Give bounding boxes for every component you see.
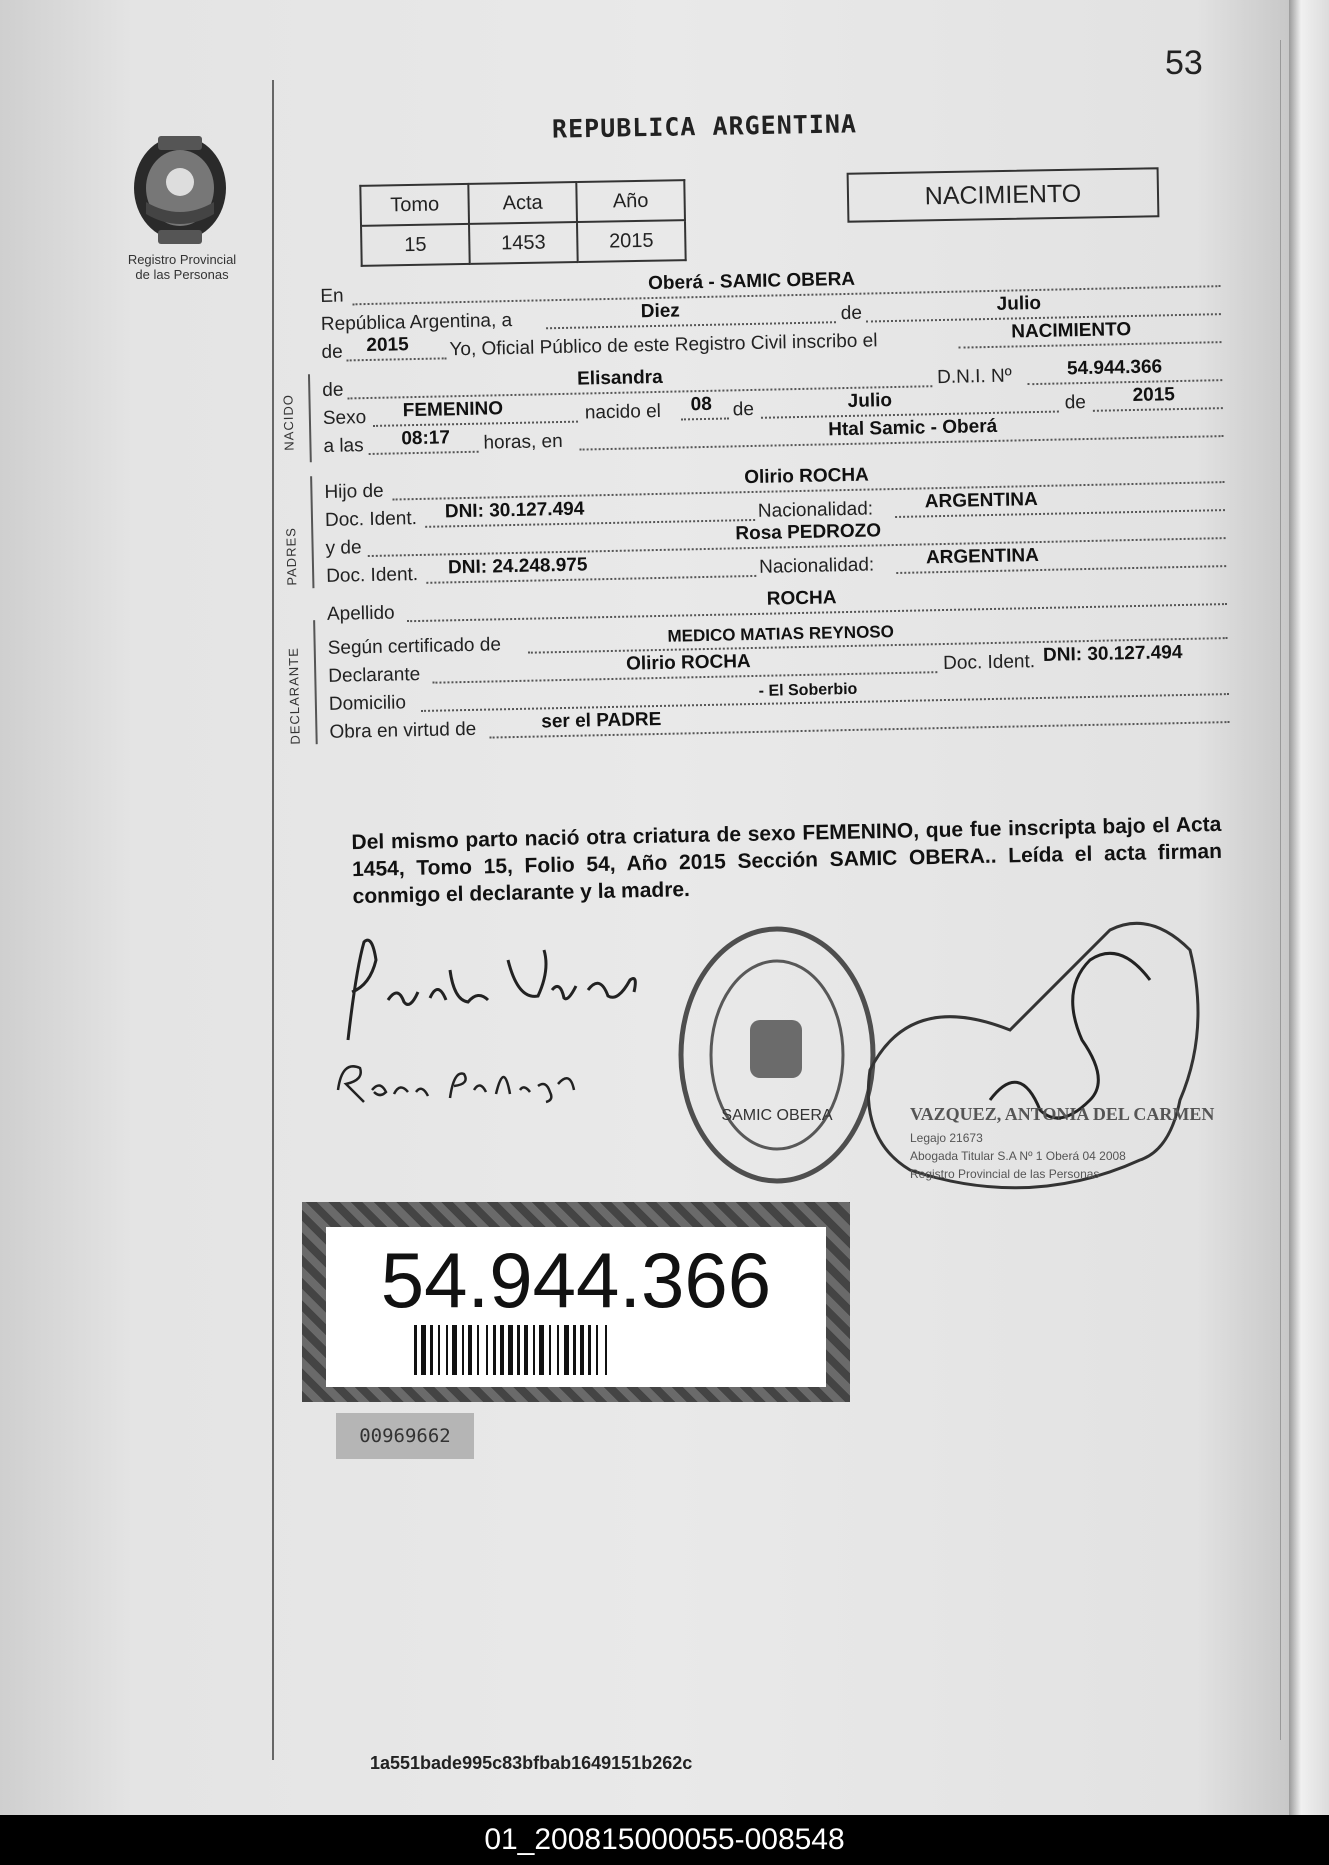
caption-line-1: Registro Provincial: [127, 252, 237, 267]
value-mother: Rosa PEDROZO: [735, 520, 882, 545]
value-father: Olirio ROCHA: [744, 464, 869, 489]
barcode-bar: [452, 1325, 457, 1375]
stamp-line-4: Registro Provincial de las Personas: [910, 1167, 1100, 1181]
barcode-label: [326, 1227, 826, 1387]
barcode-number: 54.944.366: [380, 1236, 772, 1324]
header-anio: Año: [576, 180, 685, 222]
value-declarant: Olirio ROCHA: [625, 651, 751, 675]
declarant-signature: [338, 930, 668, 1050]
label-nacionalidad: Nacionalidad:: [757, 498, 874, 522]
barcode-bar: [588, 1325, 591, 1375]
value-dni: 54.944.366: [1066, 356, 1163, 380]
file-footer: 01_200815000055-008548: [484, 1823, 845, 1856]
header-tomo: Tomo: [360, 184, 469, 226]
barcode-bar: [500, 1325, 504, 1375]
stamp-line-2: Legajo 21673: [910, 1131, 983, 1145]
label-doc: Doc. Ident.: [324, 508, 418, 531]
value-year: 2015: [366, 334, 409, 357]
stamp-line-3: Abogada Titular S.A Nº 1 Oberá 04 2008: [910, 1149, 1126, 1163]
record-table: [359, 179, 686, 267]
dotted-line: [959, 341, 1222, 349]
dotted-line: [369, 451, 479, 455]
label-horas: horas, en: [483, 430, 563, 454]
label-obra: Obra en virtud de: [329, 718, 477, 743]
barcode-bars: [414, 1325, 744, 1375]
label-declarante: Declarante: [328, 663, 421, 687]
right-margin-line: [1280, 40, 1281, 1740]
label-alas: a las: [323, 435, 364, 457]
barcode-bar: [468, 1325, 472, 1375]
value-hour: 08:17: [401, 427, 451, 450]
label-certificado: Según certificado de: [327, 634, 502, 659]
label-hijo: Hijo de: [324, 480, 384, 503]
value-certificate: MEDICO MATIAS REYNOSO: [667, 622, 895, 646]
value-sex: FEMENINO: [402, 398, 504, 422]
serial-number: 00969662: [336, 1413, 474, 1459]
registry-caption: [112, 252, 252, 282]
label-nombre: de: [322, 379, 344, 401]
value-birth-month: Julio: [847, 390, 893, 412]
value-mother-doc: DNI: 24.248.975: [447, 554, 588, 579]
barcode-bar: [580, 1325, 584, 1375]
barcode-bar: [605, 1325, 607, 1375]
barcode-bar: [524, 1325, 528, 1375]
barcode-bar: [557, 1325, 559, 1375]
label-de2: de: [321, 341, 343, 363]
margin-line: [272, 80, 274, 1760]
label-nacionalidad2: Nacionalidad:: [758, 554, 875, 578]
value-birthplace: Htal Samic - Oberá: [828, 415, 998, 441]
barcode-bar: [430, 1325, 433, 1375]
value-anio: 2015: [577, 220, 686, 262]
barcode-bar: [508, 1325, 513, 1375]
record-type-box: NACIMIENTO: [847, 167, 1160, 222]
barcode-bar: [539, 1325, 544, 1375]
barcode-bar: [533, 1325, 535, 1375]
mother-signature: [330, 1050, 590, 1110]
value-day: Diez: [640, 300, 681, 323]
label-decl-doc: Doc. Ident.: [942, 651, 1036, 675]
stamp-line-1: VAZQUEZ, ANTONIA DEL CARMEN: [910, 1104, 1215, 1124]
label-dni: D.N.I. Nº: [936, 365, 1012, 389]
page-edge: [1289, 0, 1329, 1815]
value-father-doc: DNI: 30.127.494: [444, 498, 585, 523]
page-number: 53: [1165, 44, 1203, 82]
value-mother-nat: ARGENTINA: [925, 545, 1040, 569]
label-yde: y de: [325, 537, 362, 559]
barcode-bar: [573, 1325, 576, 1375]
value-address: - El Soberbio: [758, 680, 858, 700]
value-month: Julio: [996, 292, 1042, 315]
barcode-bar: [421, 1325, 426, 1375]
value-tomo: 15: [361, 224, 470, 266]
label-de3: de: [732, 398, 755, 421]
barcode-bar: [517, 1325, 520, 1375]
label-en: En: [320, 285, 344, 307]
value-act: NACIMIENTO: [1011, 319, 1132, 343]
barcode-bar: [414, 1325, 417, 1375]
value-father-nat: ARGENTINA: [924, 489, 1038, 513]
value-surname: ROCHA: [766, 587, 837, 610]
barcode-bar: [446, 1325, 448, 1375]
value-declarant-doc: DNI: 30.127.494: [1042, 642, 1183, 666]
barcode-bar: [493, 1325, 496, 1375]
label-domicilio: Domicilio: [328, 692, 407, 715]
section-padres: PADRES: [283, 527, 300, 586]
label-de4: de: [1064, 391, 1087, 414]
label-apellido: Apellido: [326, 602, 395, 625]
document-title: REPUBLICA ARGENTINA: [551, 109, 858, 144]
caption-line-2: de las Personas: [135, 267, 229, 282]
note-paragraph: Del mismo parto nació otra criatura de sexo FEMENINO, que fue inscripta bajo el Acta 1454, Tomo 15, Folio 54, Año 2015 Sección SAMIC OBERA.. Leída el acta firman conmigo el declarante y la madre.: [351, 812, 1223, 909]
label-sexo: Sexo: [322, 407, 367, 429]
barcode-bar: [549, 1325, 551, 1375]
province-seal-icon: [128, 130, 232, 250]
value-birth-year: 2015: [1132, 384, 1176, 407]
value-name: Elisandra: [576, 366, 663, 390]
label-oficial: Yo, Oficial Público de este Registro Civil inscribo el: [449, 330, 878, 361]
label-nacido: nacido el: [584, 400, 662, 424]
official-stamp-signature: [850, 910, 1230, 1240]
dotted-line: [681, 417, 729, 420]
barcode-bar: [596, 1325, 598, 1375]
dotted-line: [347, 357, 447, 361]
section-declarante: DECLARANTE: [285, 647, 303, 745]
stamp-center-text: SAMIC OBERA: [721, 1107, 833, 1124]
value-place: Oberá - SAMIC OBERA: [647, 268, 856, 295]
label-de: de: [840, 302, 863, 325]
label-doc2: Doc. Ident.: [325, 564, 419, 587]
barcode-bar: [486, 1325, 488, 1375]
barcode-bar: [462, 1325, 464, 1375]
value-capacity: ser el PADRE: [541, 708, 662, 733]
value-birth-day: 08: [690, 393, 713, 416]
document-hash: 1a551bade995c83bfbab1649151b262c: [370, 1753, 693, 1773]
section-nacido: NACIDO: [280, 393, 297, 451]
barcode-bar: [564, 1325, 569, 1375]
value-acta: 1453: [469, 222, 578, 264]
barcode-bar: [438, 1325, 440, 1375]
header-acta: Acta: [468, 182, 577, 224]
barcode-bar: [477, 1325, 479, 1375]
label-republica: República Argentina, a: [320, 309, 513, 335]
